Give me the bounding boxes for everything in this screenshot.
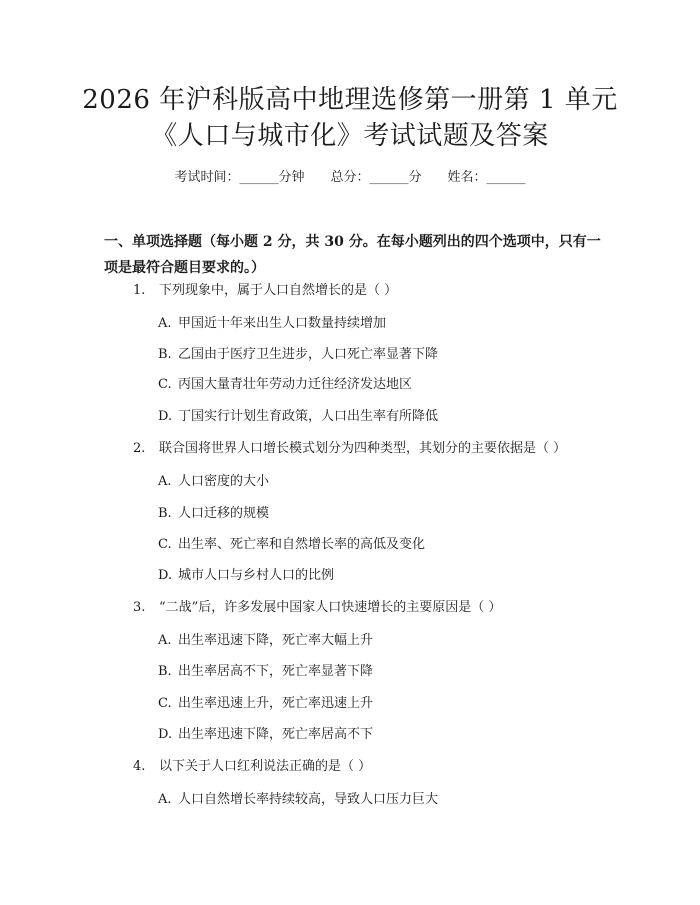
- question-1-option-a: [158, 314, 386, 334]
- option-text: 甲国近十年来出生人口数量持续增加: [178, 316, 387, 331]
- option-text: 人口自然增长率持续较高，导致人口压力巨大: [178, 792, 439, 807]
- option-letter: A.: [158, 474, 172, 489]
- option-text: 出生率迅速下降，死亡率居高不下: [178, 727, 374, 742]
- option-letter: A.: [158, 316, 172, 331]
- option-text: 出生率、死亡率和自然增长率的高低及变化: [178, 537, 426, 552]
- option-text: 乙国由于医疗卫生进步，人口死亡率显著下降: [178, 347, 439, 362]
- option-text: 丙国大量青壮年劳动力迁往经济发达地区: [178, 377, 413, 392]
- question-number: 3.: [133, 600, 146, 615]
- option-text: 出生率迅速上升，死亡率迅速上升: [178, 696, 374, 711]
- question-1: [133, 281, 397, 301]
- option-letter: C.: [158, 377, 172, 392]
- option-letter: C.: [158, 696, 172, 711]
- exam-time-field: 考试时间：______分钟: [174, 170, 305, 185]
- option-text: 人口迁移的规模: [178, 506, 270, 521]
- question-4-option-a: [158, 790, 438, 810]
- total-score-field: 总分：______分: [330, 170, 422, 185]
- question-number: 4.: [133, 759, 146, 774]
- option-text: 出生率居高不下，死亡率显著下降: [178, 664, 374, 679]
- question-number: 2.: [133, 441, 146, 456]
- exam-info-row: [0, 168, 700, 188]
- question-2-option-b: [158, 504, 269, 524]
- question-3: [133, 598, 501, 618]
- option-letter: B.: [158, 664, 172, 679]
- option-letter: C.: [158, 537, 172, 552]
- question-3-option-b: [158, 662, 373, 682]
- question-4: [133, 757, 371, 777]
- student-name-field: 姓名：______: [447, 170, 526, 185]
- option-letter: B.: [158, 506, 172, 521]
- question-number: 1.: [133, 283, 146, 298]
- option-text: 人口密度的大小: [178, 474, 270, 489]
- question-1-option-c: [158, 375, 412, 395]
- option-letter: B.: [158, 347, 172, 362]
- question-3-option-d: [158, 725, 373, 745]
- question-text: 下列现象中，属于人口自然增长的是（ ）: [159, 283, 398, 298]
- question-text: 联合国将世界人口增长模式划分为四种类型，其划分的主要依据是（ ）: [159, 441, 567, 456]
- question-2-option-c: [158, 535, 425, 555]
- exam-title-line-1: 2026 年沪科版高中地理选修第一册第 1 单元: [82, 85, 618, 115]
- question-1-option-b: [158, 345, 438, 365]
- option-letter: A.: [158, 792, 172, 807]
- section-heading-single-choice: 一、单项选择题（每小题 2 分，共 30 分。在每小题列出的四个选项中，只有一项是最符合题目要求的。）: [104, 234, 601, 276]
- option-text: 出生率迅速下降，死亡率大幅上升: [178, 633, 374, 648]
- option-letter: D.: [158, 409, 173, 424]
- option-text: 城市人口与乡村人口的比例: [178, 568, 335, 583]
- exam-title-line-2: 《人口与城市化》考试试题及答案: [151, 121, 549, 151]
- question-text: “二战”后，许多发展中国家人口快速增长的主要原因是（ ）: [159, 600, 502, 615]
- question-3-option-a: [158, 631, 373, 651]
- option-letter: A.: [158, 633, 172, 648]
- question-2-option-a: [158, 472, 269, 492]
- question-2-option-d: [158, 566, 334, 586]
- question-1-option-d: [158, 407, 438, 427]
- question-2: [133, 439, 566, 459]
- option-text: 丁国实行计划生育政策，人口出生率有所降低: [178, 409, 439, 424]
- option-letter: D.: [158, 727, 173, 742]
- option-letter: D.: [158, 568, 173, 583]
- question-3-option-c: [158, 694, 373, 714]
- question-text: 以下关于人口红利说法正确的是（ ）: [159, 759, 372, 774]
